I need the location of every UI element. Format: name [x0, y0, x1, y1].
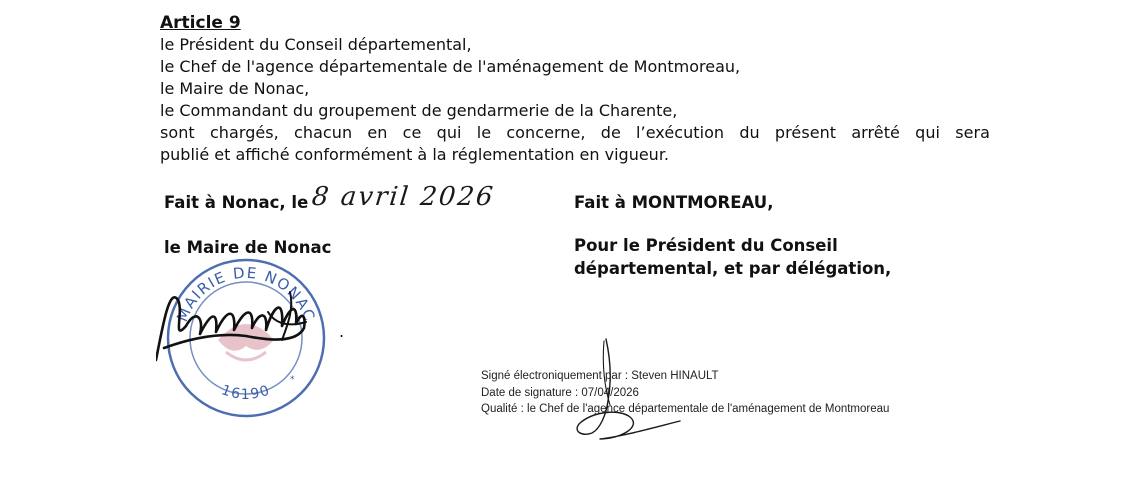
electronic-signature-block: [481, 368, 889, 418]
svg-text:*: *: [290, 375, 295, 385]
delegation-line-2: départemental, et par délégation,: [574, 259, 892, 278]
stamp-bottom-text: 16190: [219, 382, 273, 403]
article-line-maire: le Maire de Nonac,: [160, 79, 310, 98]
esig-date: Date de signature : 07/04/2026: [481, 386, 639, 399]
stamp-dot: .: [339, 322, 345, 341]
article-line-commandant: le Commandant du groupement de gendarmerie de la Charente,: [160, 101, 678, 120]
stamp-top-text: MAIRIE DE NONAC: [173, 263, 319, 325]
article-title: Article 9: [160, 13, 241, 33]
maire-signatory-label: le Maire de Nonac: [164, 238, 332, 257]
fait-a-nonac-label: Fait à Nonac, le: [164, 193, 309, 212]
handwritten-date: 8 avril 2026: [310, 182, 497, 212]
esig-quality: Qualité : le Chef de l'agence départementale de l'aménagement de Montmoreau: [481, 403, 890, 415]
esig-signed-by: Signé électroniquement par : Steven HINAULT: [481, 370, 719, 382]
article-line-chef-agence: le Chef de l'agence départementale de l'aménagement de Montmoreau,: [160, 57, 741, 76]
article-paragraph-line2: publié et affiché conformément à la réglementation en vigueur.: [160, 145, 670, 164]
article-line-president: le Président du Conseil départemental,: [160, 35, 472, 54]
article-section: [160, 12, 990, 166]
mairie-stamp-seal: [156, 248, 336, 418]
fait-a-montmoreau-label: Fait à MONTMOREAU,: [574, 193, 774, 212]
mayor-handwritten-signature: [156, 297, 305, 360]
delegation-line-1: Pour le Président du Conseil: [574, 236, 838, 255]
article-paragraph-line1: sont chargés, chacun en ce qui le concerne, de l’exécution du présent arrêté qui sera: [160, 123, 990, 142]
